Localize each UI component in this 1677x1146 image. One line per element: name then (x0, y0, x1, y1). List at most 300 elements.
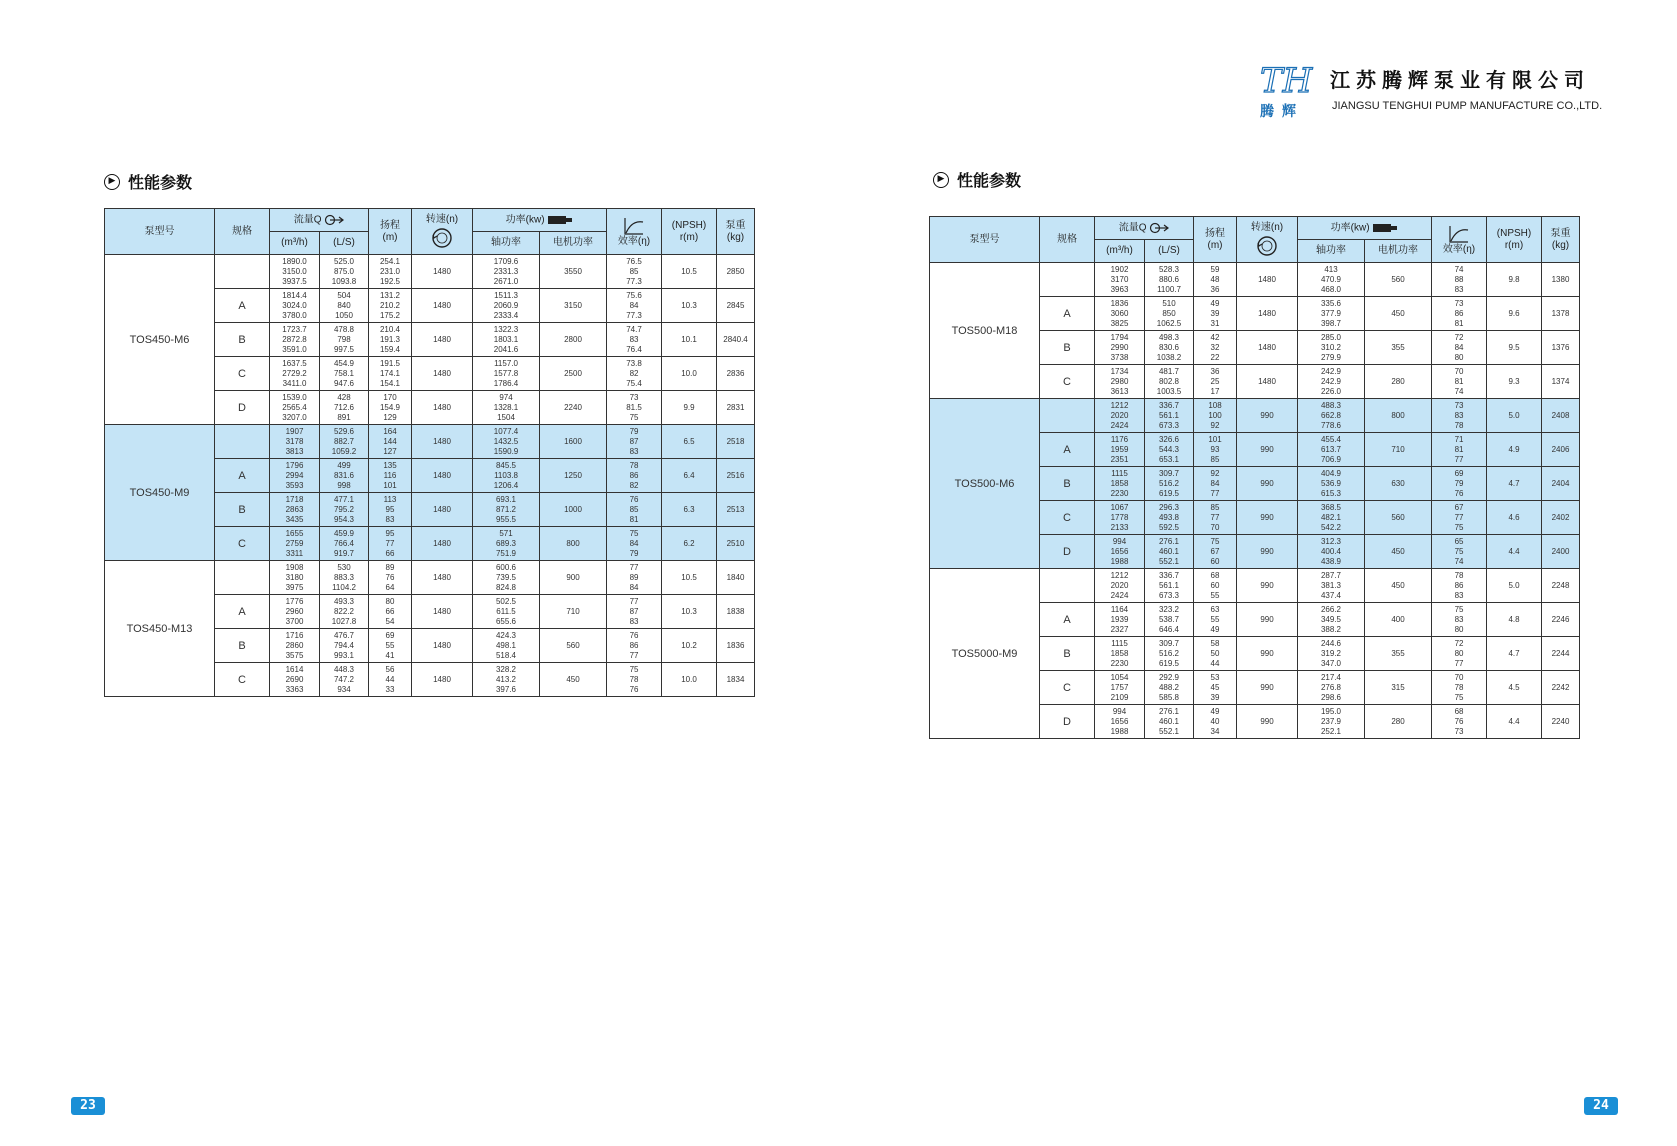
efficiency-cell-value: 65 (1454, 536, 1464, 546)
efficiency-cell-value: 75 (1454, 522, 1464, 532)
grade-cell (215, 425, 270, 459)
flow-ls-cell-value: 493.8 (1158, 512, 1180, 522)
grade-cell: A (215, 289, 270, 323)
header-weight: 泵重 (kg) (717, 209, 755, 255)
flow-ls-cell (1145, 637, 1194, 671)
head-cell (1194, 705, 1237, 739)
motor-power-cell: 630 (1365, 467, 1432, 501)
flow-ls-cell-value: 498.3 (1158, 332, 1180, 342)
flow-m3h-cell-value: 1796 (285, 460, 304, 470)
efficiency-cell (607, 357, 662, 391)
flow-ls-cell (1145, 501, 1194, 535)
flow-m3h-cell-value: 3311 (285, 548, 304, 558)
head-cell-value: 95 (385, 504, 395, 514)
grade-cell: C (215, 663, 270, 697)
shaft-power-cell-value: 242.9 (1320, 366, 1342, 376)
efficiency-cell-value: 84 (629, 300, 639, 310)
flow-m3h-cell-value: 1836 (1110, 298, 1129, 308)
flow-ls-cell-value: 516.2 (1158, 478, 1180, 488)
efficiency-cell (607, 561, 662, 595)
efficiency-cell (1432, 433, 1487, 467)
npsh-cell: 10.5 (662, 255, 717, 289)
speed-cell: 1480 (412, 289, 473, 323)
shaft-power-cell-value: 266.2 (1320, 604, 1342, 614)
head-cell-value: 129 (383, 412, 397, 422)
motor-power-cell: 710 (1365, 433, 1432, 467)
model-name: TOS500-M6 (930, 399, 1040, 569)
grade-cell: A (215, 459, 270, 493)
head-cell-value: 83 (385, 514, 395, 524)
model-name: TOS5000-M9 (930, 569, 1040, 739)
flow-m3h-cell (1095, 399, 1145, 433)
head-cell-value: 154.9 (379, 402, 401, 412)
flow-ls-cell-value: 1093.8 (331, 276, 357, 286)
grade-cell: B (1040, 467, 1095, 501)
efficiency-cell (1432, 263, 1487, 297)
flow-ls-cell (1145, 399, 1194, 433)
shaft-power-cell-value: 1432.5 (493, 436, 519, 446)
page-number-right: 24 (1584, 1097, 1618, 1115)
efficiency-cell-value: 81 (1454, 318, 1464, 328)
grade-cell (1040, 569, 1095, 603)
shaft-power-cell-value: 468.0 (1320, 284, 1342, 294)
head-cell-value: 60 (1210, 580, 1220, 590)
weight-cell: 2518 (717, 425, 755, 459)
flow-ls-cell-value: 292.9 (1158, 672, 1180, 682)
table-row (930, 263, 1580, 297)
head-cell-value: 48 (1210, 274, 1220, 284)
shaft-power-cell-value: 2060.9 (493, 300, 519, 310)
flow-ls-cell-value: 561.1 (1158, 410, 1180, 420)
npsh-cell: 4.5 (1487, 671, 1542, 705)
header-shaft-power: 轴功率 (1298, 240, 1365, 263)
header-shaft-power: 轴功率 (473, 232, 540, 255)
efficiency-cell-value: 76 (1454, 488, 1464, 498)
efficiency-cell-value: 78 (1454, 570, 1464, 580)
flow-ls-cell-value: 530 (337, 562, 351, 572)
shaft-power-cell-value: 413.2 (495, 674, 517, 684)
flow-m3h-cell (270, 459, 320, 493)
head-cell-value: 80 (385, 596, 395, 606)
header-motor-power: 电机功率 (540, 232, 607, 255)
efficiency-cell-value: 86 (1454, 580, 1464, 590)
efficiency-cell-value: 85 (629, 504, 639, 514)
shaft-power-cell-value: 404.9 (1320, 468, 1342, 478)
flow-ls-cell-value: 544.3 (1158, 444, 1180, 454)
efficiency-cell (1432, 569, 1487, 603)
flow-m3h-cell (1095, 297, 1145, 331)
flow-m3h-cell-value: 1858 (1110, 478, 1129, 488)
head-cell-value: 159.4 (379, 344, 401, 354)
head-cell-value: 164 (383, 426, 397, 436)
shaft-power-cell-value: 237.9 (1320, 716, 1342, 726)
flow-m3h-cell-value: 3411.0 (282, 378, 307, 388)
head-cell-value: 95 (385, 528, 395, 538)
motor-power-cell: 280 (1365, 365, 1432, 399)
efficiency-cell-value: 80 (1454, 624, 1464, 634)
shaft-power-cell-value: 438.9 (1320, 556, 1342, 566)
flow-m3h-cell (270, 255, 320, 289)
head-cell-value: 45 (1210, 682, 1220, 692)
shaft-power-cell-value: 328.2 (495, 664, 517, 674)
motor-power-cell: 315 (1365, 671, 1432, 705)
shaft-power-cell (473, 493, 540, 527)
shaft-power-cell-value: 285.0 (1320, 332, 1342, 342)
efficiency-cell-value: 77.3 (626, 310, 642, 320)
flow-ls-cell-value: 646.4 (1158, 624, 1180, 634)
efficiency-cell (607, 289, 662, 323)
shaft-power-cell-value: 298.6 (1320, 692, 1342, 702)
flow-ls-cell (1145, 297, 1194, 331)
shaft-power-cell-value: 571 (499, 528, 513, 538)
header-efficiency: 效率(η) (1432, 217, 1487, 263)
flow-m3h-cell (1095, 637, 1145, 671)
flow-ls-cell-value: 510 (1162, 298, 1176, 308)
head-cell-value: 34 (1210, 726, 1220, 736)
flow-m3h-cell-value: 1858 (1110, 648, 1129, 658)
efficiency-cell-value: 67 (1454, 502, 1464, 512)
flow-ls-cell-value: 1100.7 (1157, 284, 1181, 294)
head-cell-value: 55 (1210, 590, 1220, 600)
efficiency-cell-value: 76 (629, 684, 639, 694)
shaft-power-cell-value: 1206.4 (493, 480, 519, 490)
flow-ls-cell-value: 504 (337, 290, 351, 300)
efficiency-cell (1432, 603, 1487, 637)
speed-cell: 1480 (412, 255, 473, 289)
npsh-cell: 6.3 (662, 493, 717, 527)
flow-ls-cell-value: 309.7 (1158, 638, 1180, 648)
flow-m3h-cell-value: 1959 (1110, 444, 1129, 454)
efficiency-cell (607, 425, 662, 459)
head-cell (369, 595, 412, 629)
shaft-power-cell-value: 600.6 (495, 562, 517, 572)
flow-ls-cell (320, 391, 369, 425)
shaft-power-cell-value: 613.7 (1320, 444, 1342, 454)
flow-ls-cell-value: 1062.5 (1156, 318, 1182, 328)
npsh-cell: 4.6 (1487, 501, 1542, 535)
motor-power-cell: 450 (1365, 297, 1432, 331)
efficiency-cell (1432, 297, 1487, 331)
shaft-power-cell-value: 706.9 (1320, 454, 1342, 464)
weight-cell: 2845 (717, 289, 755, 323)
shaft-power-cell-value: 437.4 (1320, 590, 1342, 600)
speed-cell: 990 (1237, 433, 1298, 467)
flow-icon (1149, 222, 1169, 234)
shaft-power-cell-value: 1157.0 (494, 358, 518, 368)
efficiency-cell (1432, 365, 1487, 399)
flow-m3h-cell-value: 3593 (285, 480, 304, 490)
head-cell-value: 44 (1210, 658, 1220, 668)
flow-ls-cell-value: 831.6 (333, 470, 355, 480)
efficiency-cell-value: 87 (629, 436, 639, 446)
motor-power-cell: 450 (540, 663, 607, 697)
efficiency-cell-value: 68 (1454, 706, 1464, 716)
head-cell-value: 92 (1210, 420, 1220, 430)
efficiency-cell (607, 255, 662, 289)
efficiency-cell-value: 82 (629, 480, 639, 490)
shaft-power-cell (473, 357, 540, 391)
flow-m3h-cell-value: 2860 (285, 640, 304, 650)
flow-m3h-cell-value: 3963 (1110, 284, 1129, 294)
npsh-cell: 4.4 (1487, 705, 1542, 739)
flow-m3h-cell (1095, 331, 1145, 365)
speed-cell: 1480 (1237, 365, 1298, 399)
efficiency-cell-value: 78 (629, 460, 639, 470)
efficiency-cell-value: 83 (1454, 410, 1464, 420)
efficiency-cell-value: 71 (1454, 434, 1464, 444)
efficiency-cell-value: 77 (1454, 512, 1464, 522)
shaft-power-cell (473, 595, 540, 629)
shaft-power-cell-value: 751.9 (495, 548, 517, 558)
flow-m3h-cell (270, 391, 320, 425)
flow-ls-cell (1145, 331, 1194, 365)
head-cell-value: 93 (1210, 444, 1220, 454)
npsh-cell: 6.4 (662, 459, 717, 493)
shaft-power-cell-value: 312.3 (1320, 536, 1342, 546)
efficiency-cell-value: 77 (1454, 454, 1464, 464)
efficiency-cell (607, 323, 662, 357)
speed-cell: 990 (1237, 603, 1298, 637)
flow-ls-cell-value: 460.1 (1158, 546, 1180, 556)
motor-power-cell: 800 (1365, 399, 1432, 433)
flow-m3h-cell-value: 1794 (1110, 332, 1129, 342)
flow-m3h-cell-value: 3150.0 (282, 266, 307, 276)
head-cell (1194, 467, 1237, 501)
shaft-power-cell-value: 518.4 (495, 650, 517, 660)
grade-cell: A (1040, 433, 1095, 467)
flow-m3h-cell-value: 1655 (285, 528, 304, 538)
flow-ls-cell-value: 476.7 (333, 630, 355, 640)
header-efficiency: 效率(η) (607, 209, 662, 255)
flow-m3h-cell-value: 1939 (1110, 614, 1129, 624)
npsh-cell: 10.2 (662, 629, 717, 663)
motor-power-cell: 355 (1365, 331, 1432, 365)
head-cell-value: 31 (1210, 318, 1220, 328)
flow-m3h-cell-value: 2230 (1110, 488, 1129, 498)
head-cell (1194, 637, 1237, 671)
head-cell-value: 36 (1210, 284, 1220, 294)
shaft-power-cell-value: 368.5 (1320, 502, 1342, 512)
shaft-power-cell-value: 689.3 (495, 538, 517, 548)
flow-m3h-cell (1095, 671, 1145, 705)
shaft-power-cell-value: 974 (499, 392, 513, 402)
npsh-cell: 9.9 (662, 391, 717, 425)
efficiency-cell-value: 77.3 (626, 276, 642, 286)
efficiency-cell-value: 70 (1454, 366, 1464, 376)
efficiency-cell-value: 86 (629, 640, 639, 650)
efficiency-cell (1432, 331, 1487, 365)
grade-cell: A (1040, 603, 1095, 637)
motor-power-cell: 3550 (540, 255, 607, 289)
header-flow-m3h: (m³/h) (270, 232, 320, 255)
efficiency-cell-value: 76 (629, 630, 639, 640)
efficiency-cell (607, 527, 662, 561)
shaft-power-cell-value: 498.1 (495, 640, 517, 650)
grade-cell (1040, 399, 1095, 433)
model-group (105, 255, 755, 425)
flow-m3h-cell (270, 561, 320, 595)
npsh-cell: 4.8 (1487, 603, 1542, 637)
shaft-power-cell-value: 335.6 (1320, 298, 1342, 308)
speed-cell: 1480 (1237, 263, 1298, 297)
head-cell-value: 25 (1210, 376, 1220, 386)
flow-m3h-cell-value: 3363 (285, 684, 304, 694)
head-cell-value: 53 (1210, 672, 1220, 682)
efficiency-cell-value: 84 (629, 538, 639, 548)
flow-ls-cell (320, 595, 369, 629)
flow-ls-cell-value: 997.5 (333, 344, 355, 354)
efficiency-cell-value: 74.7 (626, 324, 642, 334)
flow-m3h-cell-value: 1723.7 (282, 324, 307, 334)
flow-m3h-cell-value: 1988 (1110, 556, 1129, 566)
head-cell-value: 77 (1210, 488, 1220, 498)
efficiency-cell-value: 79 (1454, 478, 1464, 488)
header-npsh: (NPSH) r(m) (1487, 217, 1542, 263)
efficiency-cell (607, 595, 662, 629)
flow-ls-cell-value: 653.1 (1158, 454, 1180, 464)
flow-ls-cell-value: 552.1 (1158, 726, 1180, 736)
flow-m3h-cell-value: 2690 (285, 674, 304, 684)
head-cell (1194, 297, 1237, 331)
head-cell (1194, 331, 1237, 365)
shaft-power-cell (1298, 501, 1365, 535)
flow-ls-cell-value: 336.7 (1158, 570, 1180, 580)
npsh-cell: 10.3 (662, 595, 717, 629)
npsh-cell: 10.3 (662, 289, 717, 323)
weight-cell: 2240 (1542, 705, 1580, 739)
shaft-power-cell-value: 693.1 (495, 494, 517, 504)
efficiency-cell-value: 77 (629, 562, 639, 572)
svg-text:TH: TH (1260, 61, 1313, 101)
header-head: 扬程 (m) (1194, 217, 1237, 263)
motor-power-cell: 280 (1365, 705, 1432, 739)
shaft-power-cell (1298, 569, 1365, 603)
head-cell-value: 22 (1210, 352, 1220, 362)
head-cell-value: 49 (1210, 298, 1220, 308)
head-cell (1194, 671, 1237, 705)
grade-cell: B (1040, 331, 1095, 365)
efficiency-cell-value: 86 (1454, 308, 1464, 318)
flow-m3h-cell (270, 527, 320, 561)
shaft-power-cell-value: 455.4 (1320, 434, 1342, 444)
shaft-power-cell-value: 871.2 (495, 504, 517, 514)
flow-m3h-cell-value: 1656 (1110, 546, 1129, 556)
flow-ls-cell-value: 459.9 (333, 528, 355, 538)
head-cell-value: 135 (383, 460, 397, 470)
npsh-cell: 9.8 (1487, 263, 1542, 297)
shaft-power-cell-value: 1577.8 (493, 368, 519, 378)
motor-power-cell: 1600 (540, 425, 607, 459)
flow-ls-cell-value: 880.6 (1158, 274, 1180, 284)
shaft-power-cell-value: 195.0 (1320, 706, 1342, 716)
efficiency-cell-value: 89 (629, 572, 639, 582)
head-cell-value: 131.2 (379, 290, 401, 300)
shaft-power-cell-value: 470.9 (1320, 274, 1342, 284)
efficiency-cell-value: 80 (1454, 352, 1464, 362)
shaft-power-cell-value: 217.4 (1320, 672, 1342, 682)
flow-m3h-cell-value: 2230 (1110, 658, 1129, 668)
flow-ls-cell-value: 758.1 (333, 368, 355, 378)
flow-m3h-cell-value: 1814.4 (282, 290, 307, 300)
flow-m3h-cell-value: 2960 (285, 606, 304, 616)
head-cell-value: 32 (1210, 342, 1220, 352)
motor-power-cell: 560 (1365, 263, 1432, 297)
weight-cell: 1840 (717, 561, 755, 595)
head-cell (1194, 399, 1237, 433)
head-cell (1194, 365, 1237, 399)
efficiency-cell-value: 74 (1454, 556, 1464, 566)
flow-m3h-cell-value: 1757 (1110, 682, 1129, 692)
shaft-power-cell (1298, 603, 1365, 637)
shaft-power-cell-value: 2333.4 (493, 310, 519, 320)
head-cell (369, 323, 412, 357)
header-flow: 流量Q (1095, 217, 1194, 240)
flow-m3h-cell-value: 3170 (1110, 274, 1129, 284)
head-cell-value: 92 (1210, 468, 1220, 478)
head-cell-value: 69 (385, 630, 395, 640)
efficiency-curve-icon (1448, 224, 1470, 244)
efficiency-curve-icon (623, 216, 645, 236)
flow-ls-cell-value: 528.3 (1158, 264, 1180, 274)
efficiency-cell-value: 73.8 (626, 358, 642, 368)
head-cell-value: 17 (1210, 386, 1220, 396)
head-cell-value: 154.1 (379, 378, 401, 388)
flow-m3h-cell-value: 2424 (1110, 420, 1129, 430)
head-cell-value: 210.4 (379, 324, 401, 334)
header-model: 泵型号 (105, 209, 215, 255)
efficiency-cell-value: 75 (629, 412, 639, 422)
shaft-power-cell-value: 1786.4 (493, 378, 519, 388)
shaft-power-cell-value: 381.3 (1320, 580, 1342, 590)
head-cell (1194, 569, 1237, 603)
flow-m3h-cell (270, 425, 320, 459)
efficiency-cell-value: 74 (1454, 264, 1464, 274)
company-name-cn: 江苏腾辉泵业有限公司 (1330, 68, 1590, 92)
head-cell-value: 191.5 (379, 358, 401, 368)
shaft-power-cell-value: 319.2 (1320, 648, 1342, 658)
flow-ls-cell-value: 552.1 (1158, 556, 1180, 566)
efficiency-cell-value: 79 (629, 426, 639, 436)
head-cell (369, 425, 412, 459)
shaft-power-cell-value: 611.5 (496, 606, 516, 616)
shaft-power-cell (473, 323, 540, 357)
grade-cell: D (215, 391, 270, 425)
flow-ls-cell-value: 460.1 (1158, 716, 1180, 726)
flow-ls-cell-value: 336.7 (1158, 400, 1180, 410)
speed-cell: 1480 (412, 595, 473, 629)
shaft-power-cell (1298, 637, 1365, 671)
shaft-power-cell (1298, 467, 1365, 501)
efficiency-cell-value: 76.5 (626, 256, 642, 266)
flow-ls-cell-value: 747.2 (333, 674, 355, 684)
motor-power-cell: 560 (1365, 501, 1432, 535)
flow-ls-cell-value: 712.6 (333, 402, 355, 412)
flow-ls-cell (320, 289, 369, 323)
motor-power-cell: 450 (1365, 535, 1432, 569)
efficiency-cell-value: 87 (629, 606, 639, 616)
rpm-icon (1256, 235, 1278, 257)
flow-m3h-cell-value: 3738 (1110, 352, 1129, 362)
efficiency-cell-value: 75 (629, 528, 639, 538)
head-cell-value: 64 (385, 582, 395, 592)
shaft-power-cell-value: 276.8 (1320, 682, 1342, 692)
flow-m3h-cell-value: 2351 (1110, 454, 1129, 464)
flow-ls-cell-value: 795.2 (333, 504, 355, 514)
npsh-cell: 9.3 (1487, 365, 1542, 399)
head-cell (1194, 535, 1237, 569)
shaft-power-cell (1298, 263, 1365, 297)
shaft-power-cell-value: 242.9 (1320, 376, 1342, 386)
